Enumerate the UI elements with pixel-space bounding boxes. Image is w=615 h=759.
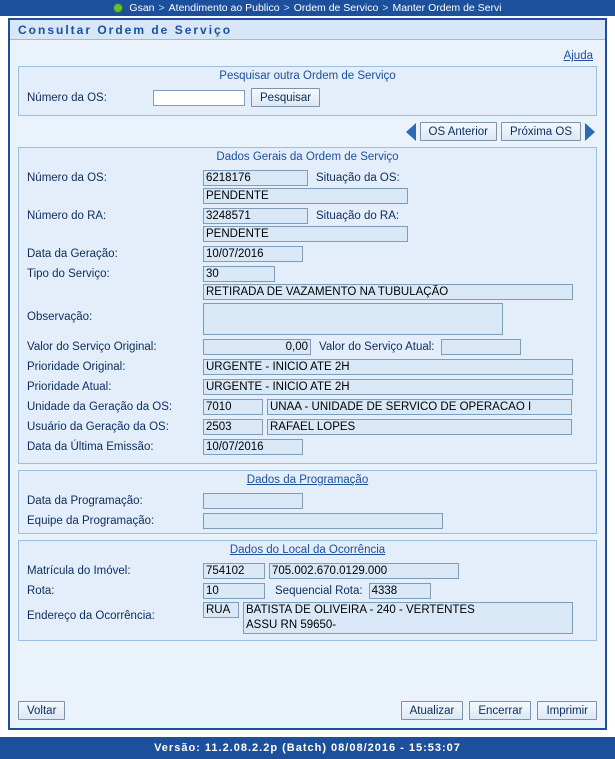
next-os-button[interactable]: Próxima OS (501, 122, 581, 141)
schedule-data-legend: Dados da Programação (246, 474, 369, 486)
address-prefix: RUA (203, 602, 239, 618)
address-label: Endereço da Ocorrência: (27, 610, 155, 622)
page-title: Consultar Ordem de Serviço (18, 22, 233, 37)
route-value: 10 (203, 583, 265, 599)
location-data-legend: Dados do Local da Ocorrência (229, 544, 386, 556)
generation-unit-code: 7010 (203, 399, 263, 415)
service-type-label: Tipo do Serviço: (27, 267, 110, 280)
os-situation-label: Situação da OS: (316, 171, 400, 184)
os-situation-value: PENDENTE (203, 188, 408, 204)
property-detail: 705.002.670.0129.000 (269, 563, 459, 579)
original-priority-value: URGENTE - INICIO ATE 2H (203, 359, 573, 375)
panel-content (10, 40, 605, 728)
current-priority-value: URGENTE - INICIO ATE 2H (203, 379, 573, 395)
current-value-label: Valor do Serviço Atual: (319, 340, 435, 353)
search-panel-legend: Pesquisar outra Ordem de Serviço (219, 70, 396, 82)
search-os-number-label: Número da OS: (27, 91, 107, 104)
arrow-left-icon[interactable] (406, 123, 416, 141)
breadcrumb-item-ordem-servico[interactable]: Ordem de Servico (293, 2, 379, 14)
schedule-team-value (203, 513, 443, 529)
original-value-label: Valor do Serviço Original: (27, 340, 157, 353)
service-type-description: RETIRADA DE VAZAMENTO NA TUBULAÇÃO (203, 284, 573, 300)
property-value: 754102 (203, 563, 265, 579)
last-issue-value: 10/07/2016 (203, 439, 303, 455)
help-row (18, 44, 597, 66)
arrow-right-icon[interactable] (585, 123, 595, 141)
generation-user-code: 2503 (203, 419, 263, 435)
original-value: 0,00 (203, 339, 311, 355)
last-issue-label: Data da Última Emissão: (27, 440, 154, 453)
schedule-data-panel (18, 470, 597, 534)
panel-title-bar (10, 20, 605, 40)
footer-buttons (18, 701, 597, 720)
route-label: Rota: (27, 584, 55, 597)
breadcrumb-separator: > (283, 2, 290, 14)
generation-user-name: RAFAEL LOPES (267, 419, 572, 435)
main-panel (8, 18, 607, 730)
schedule-date-label: Data da Programação: (27, 494, 143, 507)
location-data-panel (18, 540, 597, 641)
current-priority-label: Prioridade Atual: (27, 380, 112, 393)
back-button[interactable]: Voltar (18, 701, 65, 720)
ra-situation-label: Situação do RA: (316, 209, 400, 222)
address-value (243, 602, 573, 634)
os-number-label: Número da OS: (27, 171, 107, 184)
breadcrumb-separator: > (158, 2, 165, 14)
general-data-legend: Dados Gerais da Ordem de Serviço (216, 151, 399, 163)
property-label: Matrícula do Imóvel: (27, 564, 131, 577)
route-seq-value: 4338 (369, 583, 431, 599)
search-os-number-input[interactable] (153, 90, 245, 106)
generation-date-value: 10/07/2016 (203, 246, 303, 262)
search-button[interactable]: Pesquisar (251, 88, 320, 107)
ra-situation-value: PENDENTE (203, 226, 408, 242)
status-bar: Versão: 11.2.08.2.2p (Batch) 08/08/2016 - 15:53:07 (0, 737, 615, 759)
help-link[interactable]: Ajuda (563, 50, 593, 62)
previous-os-button[interactable]: OS Anterior (420, 122, 497, 141)
os-number-value: 6218176 (203, 170, 308, 186)
observation-label: Observação: (27, 311, 93, 323)
general-data-panel (18, 147, 597, 464)
original-priority-label: Prioridade Original: (27, 360, 126, 373)
generation-unit-label: Unidade da Geração da OS: (27, 400, 173, 413)
breadcrumb-item-atendimento[interactable]: Atendimento ao Publico (168, 2, 280, 14)
service-type-code: 30 (203, 266, 275, 282)
generation-user-label: Usuário da Geração da OS: (27, 420, 169, 433)
current-value (441, 339, 521, 355)
schedule-date-value (203, 493, 303, 509)
os-navigation (18, 122, 595, 141)
breadcrumb-item-manter-ordem[interactable]: Manter Ordem de Servi (392, 2, 502, 14)
search-panel (18, 66, 597, 116)
generation-date-label: Data da Geração: (27, 247, 118, 260)
breadcrumb-separator: > (382, 2, 389, 14)
breadcrumb (0, 0, 615, 16)
ra-number-value: 3248571 (203, 208, 308, 224)
close-os-button[interactable]: Encerrar (469, 701, 531, 720)
ra-number-label: Número do RA: (27, 209, 107, 222)
breadcrumb-item-gsan[interactable]: Gsan (129, 2, 155, 14)
observation-value (203, 303, 503, 335)
globe-icon (113, 3, 123, 13)
route-seq-label: Sequencial Rota: (275, 584, 363, 597)
schedule-team-label: Equipe da Programação: (27, 514, 155, 527)
update-button[interactable]: Atualizar (401, 701, 464, 720)
generation-unit-description: UNAA - UNIDADE DE SERVICO DE OPERACAO I (267, 399, 572, 415)
print-button[interactable]: Imprimir (537, 701, 597, 720)
